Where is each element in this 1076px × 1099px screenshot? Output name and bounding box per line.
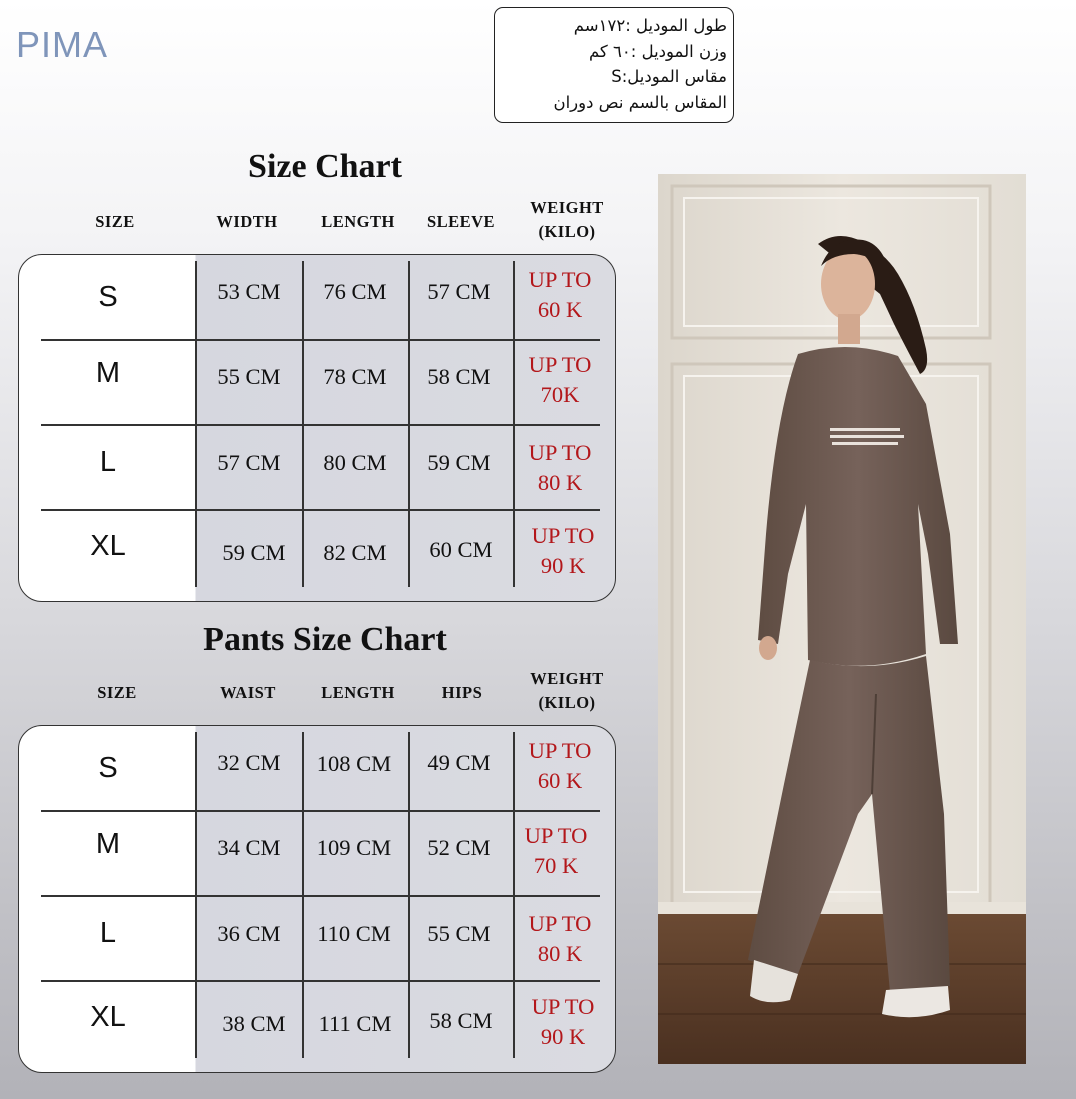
row-divider [41,895,600,897]
size-label: L [99,917,117,949]
size-label: XL [90,1001,126,1033]
hips-value: 52 CM [427,835,491,860]
size-label: S [98,752,118,784]
size-label: S [98,281,118,313]
hips-value: 55 CM [427,921,491,946]
length-value: 110 CM [317,921,391,946]
header-length: LENGTH [321,212,395,231]
weight-upto: UP TO [528,738,592,763]
waist-value: 32 CM [217,750,281,775]
header-size: SIZE [97,683,137,702]
waist-value: 36 CM [217,921,281,946]
width-value: 55 CM [217,364,281,389]
measurement-note: المقاس بالسم نص دوران [553,92,727,112]
weight-upto: UP TO [531,523,595,548]
weight-upto: UP TO [528,911,592,936]
model-info-box [494,7,734,123]
size-label: M [95,357,121,389]
model-size: مقاس الموديل:S [611,67,727,86]
length-value: 76 CM [323,279,387,304]
header-weight: WEIGHT [530,198,604,217]
width-value: 59 CM [222,540,286,565]
header-kilo: (KILO) [538,693,596,712]
header-hips: HIPS [441,683,483,702]
sleeve-value: 57 CM [427,279,491,304]
weight-value: 60 K [537,768,583,793]
size-label: XL [90,530,126,562]
weight-upto: UP TO [528,352,592,377]
row-divider [41,810,600,812]
width-value: 57 CM [217,450,281,475]
brand-logo: PIMA [16,24,109,65]
row-divider [41,509,600,511]
header-width: WIDTH [216,212,278,231]
length-value: 78 CM [323,364,387,389]
hips-value: 49 CM [427,750,491,775]
weight-upto: UP TO [524,823,588,848]
row-divider [41,339,600,341]
size-label: L [99,446,117,478]
length-value: 111 CM [318,1011,392,1036]
row-divider [41,424,600,426]
weight-upto: UP TO [528,440,592,465]
length-value: 82 CM [323,540,387,565]
sleeve-value: 58 CM [427,364,491,389]
weight-upto: UP TO [528,267,592,292]
sleeve-value: 60 CM [429,537,493,562]
model-weight: وزن الموديل :٦٠ كم [588,41,727,61]
header-length: LENGTH [321,683,395,702]
header-weight: WEIGHT [530,669,604,688]
weight-value: 60 K [537,297,583,322]
waist-value: 34 CM [217,835,281,860]
pants-size-chart-title: Pants Size Chart [203,621,447,658]
size-chart-title: Size Chart [248,148,402,185]
waist-value: 38 CM [222,1011,286,1036]
length-value: 109 CM [316,835,392,860]
header-kilo: (KILO) [538,222,596,241]
sleeve-value: 59 CM [427,450,491,475]
model-height: طول الموديل :١٧٢سم [573,16,727,35]
weight-value: 70K [540,382,580,407]
header-waist: WAIST [220,683,276,702]
header-size: SIZE [95,212,135,231]
width-value: 53 CM [217,279,281,304]
weight-value: 90 K [540,553,586,578]
model-photo [658,174,1026,1064]
length-value: 80 CM [323,450,387,475]
weight-upto: UP TO [531,994,595,1019]
row-divider [41,980,600,982]
size-label: M [95,828,121,860]
pants-size-chart-table [18,725,616,1073]
hips-value: 58 CM [429,1008,493,1033]
header-sleeve: SLEEVE [426,212,496,231]
size-chart-table [18,254,616,602]
weight-value: 80 K [537,941,583,966]
length-value: 108 CM [316,751,392,776]
weight-value: 80 K [537,470,583,495]
weight-value: 70 K [533,853,579,878]
weight-value: 90 K [540,1024,586,1049]
